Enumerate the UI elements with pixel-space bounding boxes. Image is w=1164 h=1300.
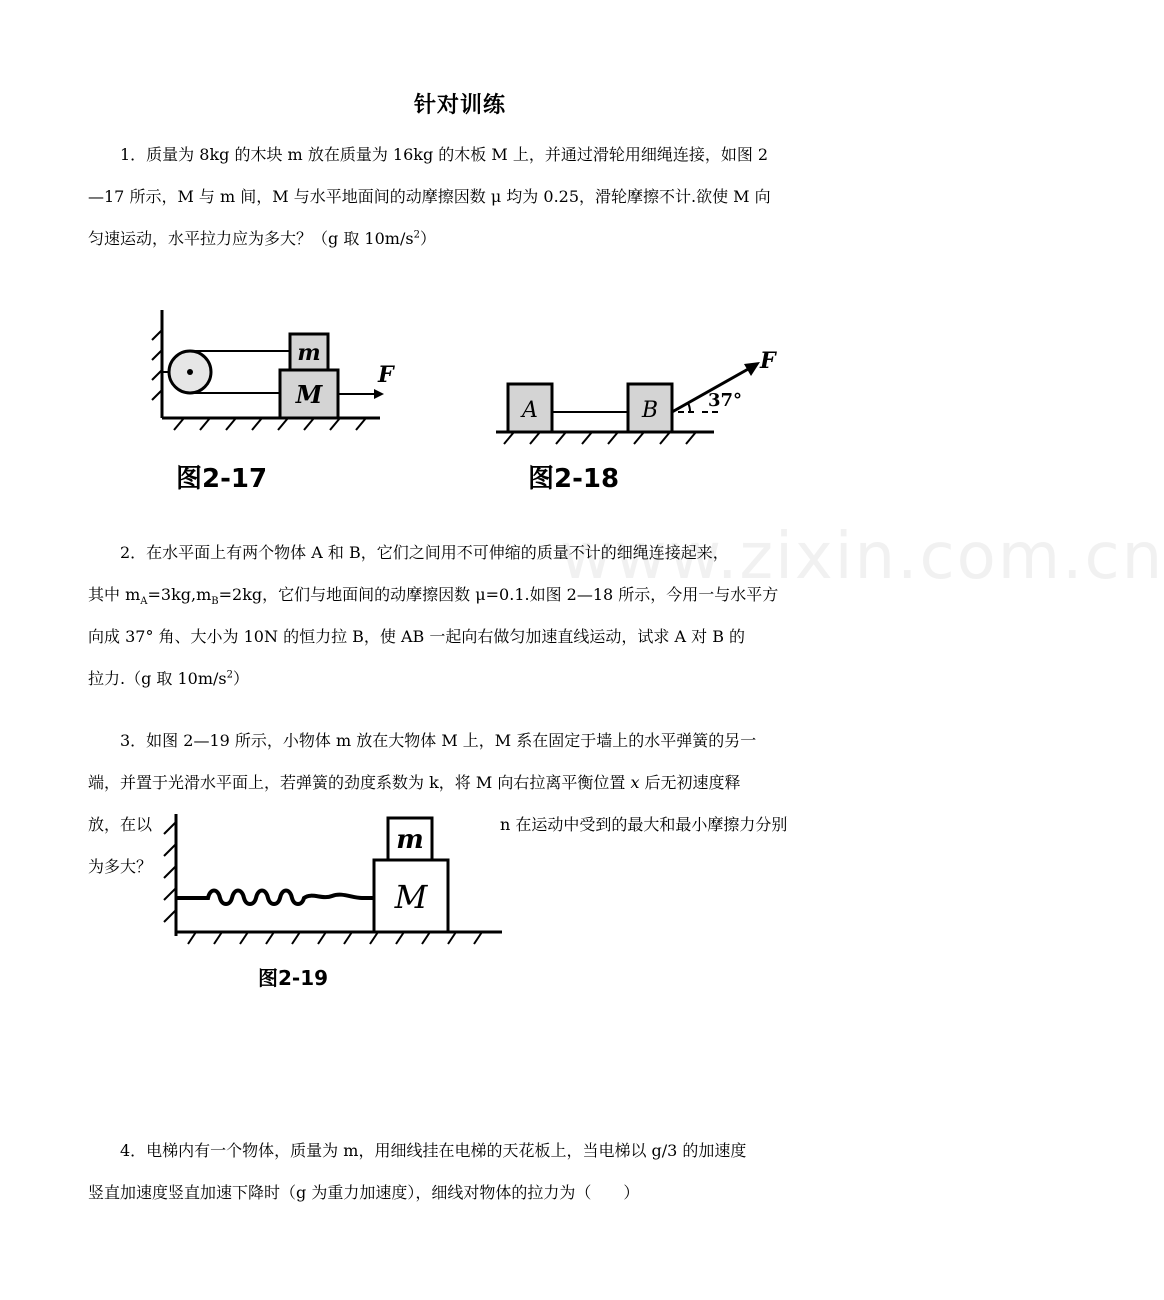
label-F: F — [760, 348, 776, 374]
q1-line-3: 匀速运动，水平拉力应为多大？（g 取 10m/s — [88, 229, 414, 248]
label-m: m — [396, 825, 424, 855]
figure-2-19-diagram — [152, 808, 512, 958]
page-title: 针对训练 — [413, 93, 506, 118]
q3-line-4: 为多大？ — [88, 857, 153, 876]
q1-superscript: 2 — [413, 229, 420, 241]
q3-line-2-pre: 端，并置于光滑水平面上，若弹簧的劲度系数为 k，将 M 向右拉离平衡位置 — [88, 773, 631, 792]
figure-2-17-diagram — [140, 290, 400, 460]
q4-line-1: 4．电梯内有一个物体，质量为 m，用细线挂在电梯的天花板上，当电梯以 g/3 的加速度 — [120, 1141, 747, 1160]
q2-line-2-pre: 其中 m — [88, 585, 141, 604]
q1-line-1: 1．质量为 8kg 的木块 m 放在质量为 16kg 的木板 M 上，并通过滑轮用细绳连接，如图 2 — [120, 145, 769, 164]
caption-2-17: 图2-17 — [176, 464, 268, 494]
q2-sub-b: B — [211, 596, 219, 608]
q4-line-2: 竖直加速度竖直加速下降时（g 为重力加速度），细线对物体的拉力为（ ） — [88, 1183, 640, 1202]
caption-2-18: 图2-18 — [528, 464, 620, 494]
q2-line-2-mid: =3kg,m — [147, 585, 212, 604]
q3-line-1: 3．如图 2—19 所示，小物体 m 放在大物体 M 上，M 系在固定于墙上的水平弹簧的另一 — [120, 731, 757, 750]
figure-2-18 — [478, 340, 788, 450]
figure-2-19 — [152, 808, 512, 958]
label-M: M — [394, 878, 428, 916]
label-B: B — [641, 398, 659, 423]
q2-line-2-post: =2kg，它们与地面间的动摩擦因数 μ=0.1.如图 2—18 所示，今用一与水平方 — [218, 585, 779, 604]
q1-line-2: —17 所示，M 与 m 间，M 与水平地面间的动摩擦因数 μ 均为 0.25，滑轮摩擦不计.欲使 M 向 — [88, 187, 771, 206]
label-F: F — [378, 362, 394, 388]
figure-2-18-diagram — [478, 340, 788, 450]
question-3 — [88, 720, 840, 804]
q2-superscript: 2 — [226, 669, 234, 681]
question-1 — [88, 134, 840, 260]
q2-line-3: 向成 37° 角、大小为 10N 的恒力拉 B，使 AB 一起向右做匀加速直线运动，试求 A 对 B 的 — [88, 627, 746, 646]
question-2 — [88, 532, 840, 700]
q2-line-4: 拉力.（g 取 10m/s — [88, 669, 227, 688]
q3-line-3-right: n 在运动中受到的最大和最小摩擦力分别 — [500, 815, 788, 834]
q1-tail: ） — [419, 229, 436, 248]
caption-2-19: 图2-19 — [258, 966, 329, 990]
label-M: M — [295, 380, 323, 409]
label-m: m — [297, 340, 321, 366]
angle-label: 37° — [708, 390, 743, 411]
q3-line-2-post: 后无初速度释 — [639, 773, 741, 792]
q2-line-1: 2．在水平面上有两个物体 A 和 B，它们之间用不可伸缩的质量不计的细绳连接起来， — [120, 543, 729, 562]
question-4 — [88, 1130, 840, 1214]
figure-2-17 — [140, 290, 400, 460]
q3-line-3-left: 放，在以 — [88, 815, 153, 834]
q2-tail: ） — [233, 669, 250, 688]
label-A: A — [522, 398, 538, 423]
q3-var-x: x — [630, 773, 640, 792]
q2-sub-a: A — [140, 596, 148, 608]
spring — [176, 891, 374, 905]
watermark: www.zixin.com.cn — [560, 520, 1164, 594]
